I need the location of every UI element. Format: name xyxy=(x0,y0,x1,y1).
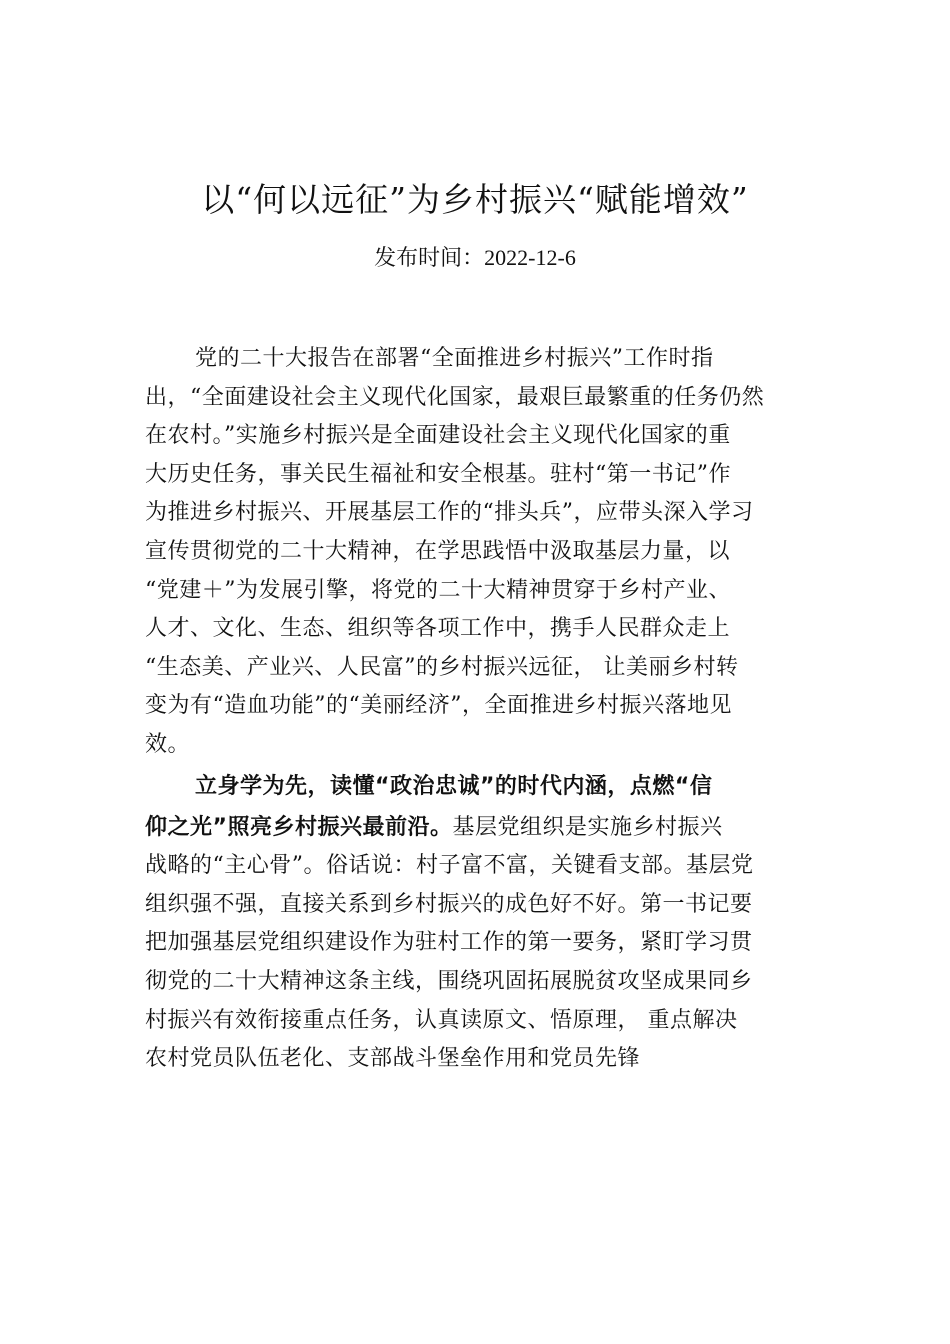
paragraph-line: “生态美、产业兴、人民富”的乡村振兴远征， 让美丽乡村转 xyxy=(145,654,739,680)
paragraph-line: 农村党员队伍老化、支部战斗堡垒作用和党员先锋 xyxy=(145,1046,641,1072)
paragraph-line: 彻党的二十大精神这条主线，围绕巩固拓展脱贫攻坚成果同乡 xyxy=(145,968,753,994)
paragraph-1 xyxy=(145,340,815,765)
paragraph-line: 效。 xyxy=(145,731,191,757)
paragraph-line: 战略的“主心骨”。俗话说：村子富不富，关键看支部。基层党 xyxy=(145,853,754,879)
paragraph-line: 村振兴有效衔接重点任务，认真读原文、悟原理， 重点解决 xyxy=(145,1007,738,1033)
paragraph-line: 宣传贯彻党的二十大精神，在学思践悟中汲取基层力量，以 xyxy=(145,538,731,564)
paragraph-2 xyxy=(145,765,815,1079)
article-body xyxy=(145,340,815,1079)
paragraph-text: 基层党组织是实施乡村振兴 xyxy=(452,814,723,840)
paragraph-line xyxy=(145,809,815,848)
paragraph-line: 人才、文化、生态、组织等各项工作中，携手人民群众走上 xyxy=(145,616,731,642)
paragraph-line: 变为有“造血功能”的“美丽经济”，全面推进乡村振兴落地见 xyxy=(145,693,732,719)
publish-date-value: 2022-12-6 xyxy=(484,245,576,270)
paragraph-line: 在农村。”实施乡村振兴是全面建设社会主义现代化国家的重 xyxy=(145,423,731,449)
page-title: 以“何以远征”为乡村振兴“赋能增效” xyxy=(201,180,749,219)
paragraph-line: 组织强不强，直接关系到乡村振兴的成色好不好。第一书记要 xyxy=(145,891,753,917)
publish-date xyxy=(0,240,950,277)
section-heading-line: 立身学为先，读懂“政治忠诚”的时代内涵，点燃“信 xyxy=(195,773,713,799)
paragraph-line: 为推进乡村振兴、开展基层工作的“排头兵”，应带头深入学习 xyxy=(145,500,754,526)
paragraph-line: 大历史任务，事关民生福祉和安全根基。驻村“第一书记”作 xyxy=(145,461,731,487)
paragraph-line: 把加强基层党组织建设作为驻村工作的第一要务，紧盯学习贯 xyxy=(145,930,753,956)
paragraph-line: 出，“全面建设社会主义现代化国家，最艰巨最繁重的任务仍然 xyxy=(145,384,765,410)
paragraph-line: “党建＋”为发展引擎，将党的二十大精神贯穿于乡村产业、 xyxy=(145,577,731,603)
paragraph-line: 党的二十大报告在部署“全面推进乡村振兴”工作时指 xyxy=(195,346,714,371)
section-heading-end: 仰之光”照亮乡村振兴最前沿。 xyxy=(145,814,453,840)
publish-date-label: 发布时间： xyxy=(374,246,485,271)
